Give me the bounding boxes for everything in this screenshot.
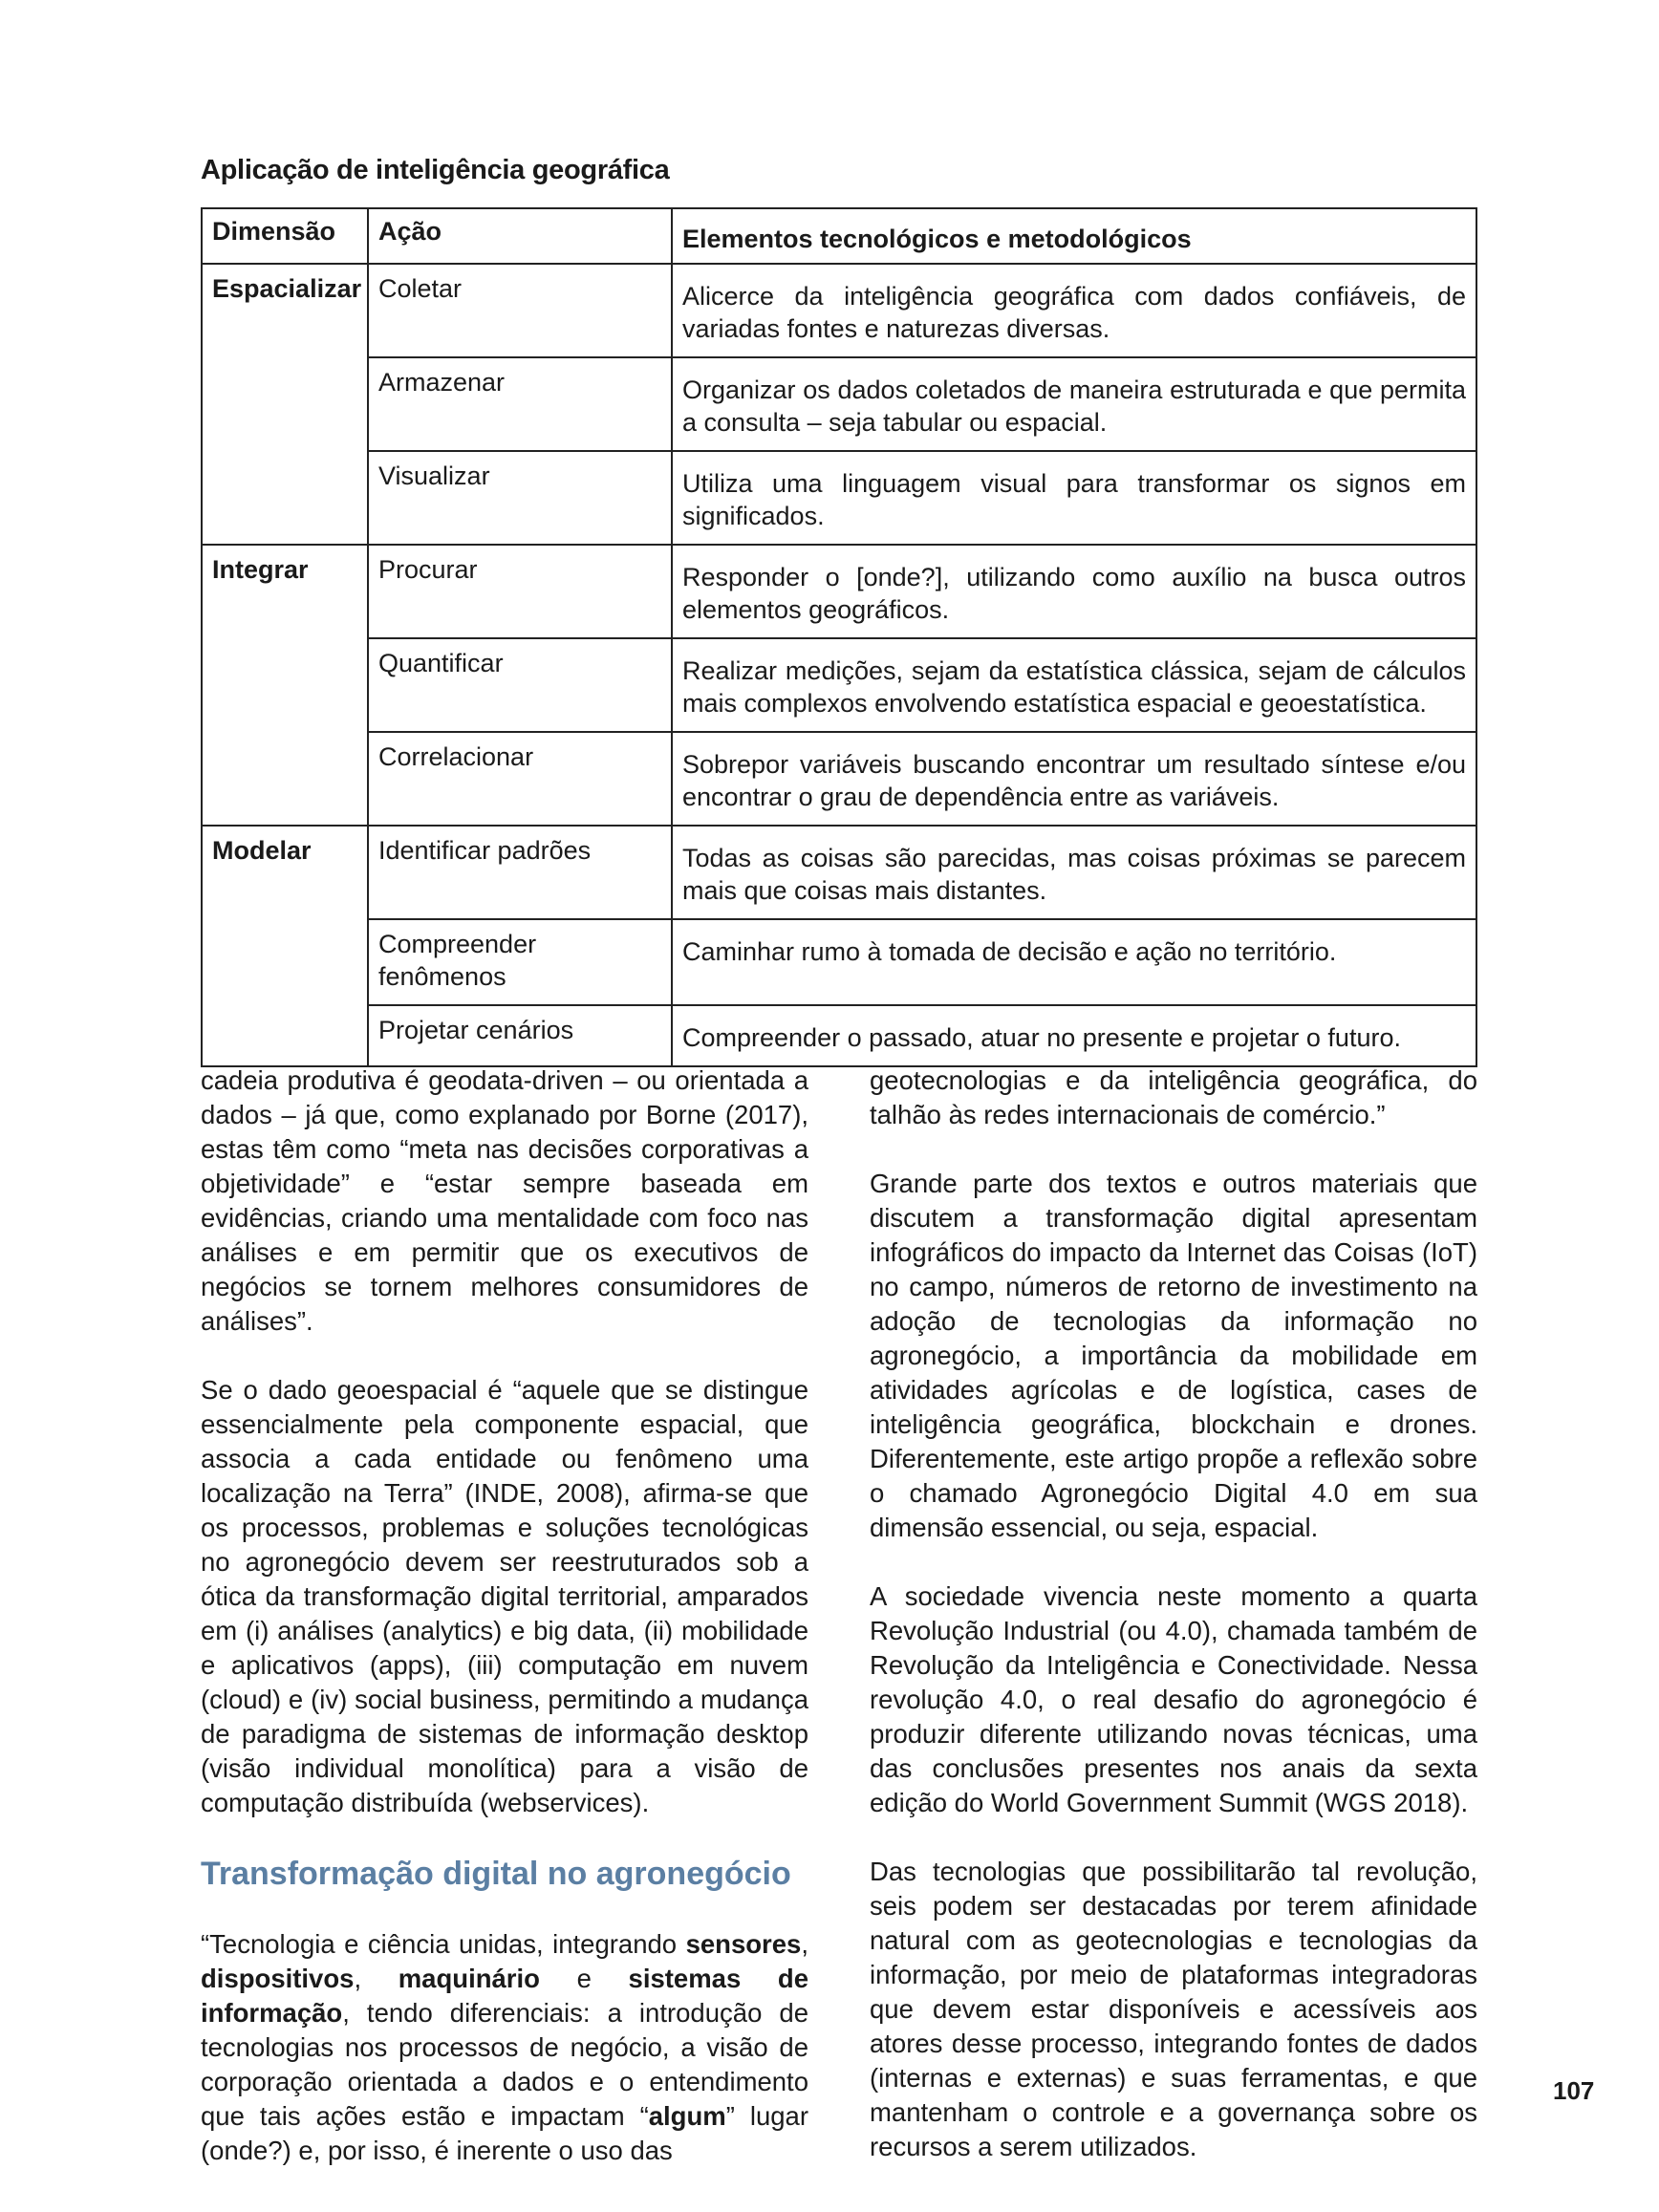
header-dimension: Dimensão bbox=[202, 208, 368, 264]
text-run: e bbox=[539, 1964, 629, 1993]
cell-dimension bbox=[202, 919, 368, 1005]
text-run: , bbox=[801, 1929, 808, 1959]
text-run: ” lugar (onde?) e, por isso, é inerente o uso das bbox=[201, 2101, 809, 2165]
text-run: , tendo diferenciais: a introdução de tecnologias nos processos de negócio, a visão de corporação orientada a dados e o entendimento que tais ações estão e impactam “ bbox=[201, 1998, 808, 2131]
bold-term: algum bbox=[648, 2101, 726, 2131]
bold-term: maquinário bbox=[398, 1964, 540, 1993]
body-paragraph: cadeia produtiva é geodata-driven – ou orientada a dados – já que, como explanado por Borne (2017), estas têm como “meta nas decisões corporativas a objetividade” e “estar sempre baseada em evidências, criando uma mentalidade com foco nas análises e em permitir que os executivos de negócios se tornem melhores consumidores de análises”. bbox=[201, 1065, 808, 1336]
cell-dimension bbox=[202, 1005, 368, 1066]
cell-dimension bbox=[202, 451, 368, 545]
text-run: “Tecnologia e ciência unidas, integrando bbox=[201, 1929, 686, 1959]
header-elements: Elementos tecnológicos e metodológicos bbox=[672, 208, 1476, 264]
bold-term: sensores bbox=[685, 1929, 802, 1959]
cell-element: Responder o [onde?], utilizando como auxílio na busca outros elementos geográficos. bbox=[672, 545, 1476, 638]
left-column bbox=[201, 1063, 808, 2202]
body-paragraph bbox=[201, 1927, 808, 2168]
cell-action: Quantificar bbox=[368, 638, 672, 732]
table-row bbox=[202, 451, 1476, 545]
cell-dimension: Espacializar bbox=[202, 264, 368, 357]
table-header-row bbox=[202, 208, 1476, 264]
cell-action: Compreender fenômenos bbox=[368, 919, 672, 1005]
cell-action: Identificar padrões bbox=[368, 826, 672, 919]
body-paragraph: Das tecnologias que possibilitarão tal revolução, seis podem ser destacadas por terem afinidade natural com as geotecnologias e tecnologias da informação, por meio de plataformas integradoras que devem estar disponíveis e acessíveis aos atores desse processo, integrando fontes de dados (internas e externas) e suas ferramentas, e que mantenham o controle e a governança sobre os recursos a serem utilizados. bbox=[870, 1857, 1477, 2161]
cell-dimension bbox=[202, 732, 368, 826]
cell-element: Compreender o passado, atuar no presente e projetar o futuro. bbox=[672, 1005, 1476, 1066]
text-run: , bbox=[354, 1964, 399, 1993]
cell-dimension: Modelar bbox=[202, 826, 368, 919]
table-row bbox=[202, 826, 1476, 919]
table-row bbox=[202, 638, 1476, 732]
cell-dimension: Integrar bbox=[202, 545, 368, 638]
body-paragraph: Grande parte dos textos e outros materiais que discutem a transformação digital apresentam infográficos do impacto da Internet das Coisas (IoT) no campo, números de retorno de investimento na adoção de tecnologias da informação no agronegócio, a importância da mobilidade em atividades agrícolas e de logística, cases de inteligência geográfica, blockchain e drones. Diferentemente, este artigo propõe a reflexão sobre o chamado Agronegócio Digital 4.0 em sua dimensão essencial, ou seja, espacial. bbox=[870, 1169, 1477, 1542]
table-title: Aplicação de inteligência geográfica bbox=[201, 155, 670, 185]
cell-action: Correlacionar bbox=[368, 732, 672, 826]
table-row bbox=[202, 732, 1476, 826]
cell-element: Alicerce da inteligência geográfica com dados confiáveis, de variadas fontes e naturezas diversas. bbox=[672, 264, 1476, 357]
table-row bbox=[202, 1005, 1476, 1066]
body-paragraph: geotecnologias e da inteligência geográfica, do talhão às redes internacionais de comércio.” bbox=[870, 1065, 1477, 1129]
geo-intelligence-table bbox=[201, 207, 1477, 1067]
cell-action: Visualizar bbox=[368, 451, 672, 545]
cell-element: Utiliza uma linguagem visual para transformar os signos em significados. bbox=[672, 451, 1476, 545]
cell-element: Todas as coisas são parecidas, mas coisas próximas se parecem mais que coisas mais distantes. bbox=[672, 826, 1476, 919]
cell-action: Coletar bbox=[368, 264, 672, 357]
cell-dimension bbox=[202, 357, 368, 451]
body-paragraph: Se o dado geoespacial é “aquele que se distingue essencialmente pela componente espacial, que associa a cada entidade ou fenômeno uma localização na Terra” (INDE, 2008), afirma-se que os processos, problemas e soluções tecnológicas no agronegócio devem ser reestruturados sob a ótica da transformação digital territorial, amparados em (i) análises (analytics) e big data, (ii) mobilidade e aplicativos (apps), (iii) computação em nuvem (cloud) e (iv) social business, permitindo a mudança de paradigma de sistemas de informação desktop (visão individual monolítica) para a visão de computação distribuída (webservices). bbox=[201, 1375, 808, 1817]
cell-action: Armazenar bbox=[368, 357, 672, 451]
body-paragraph: A sociedade vivencia neste momento a quarta Revolução Industrial (ou 4.0), chamada também de Revolução da Inteligência e Conectividade. Nessa revolução 4.0, o real desafio do agronegócio é produzir diferente utilizando novas técnicas, uma das conclusões presentes nos anais da sexta edição do World Government Summit (WGS 2018). bbox=[870, 1581, 1477, 1817]
cell-element: Sobrepor variáveis buscando encontrar um resultado síntese e/ou encontrar o grau de dependência entre as variáveis. bbox=[672, 732, 1476, 826]
table-row bbox=[202, 264, 1476, 357]
bold-term: sistemas de informação bbox=[201, 1964, 808, 2028]
table-row bbox=[202, 545, 1476, 638]
table-row bbox=[202, 919, 1476, 1005]
cell-element: Caminhar rumo à tomada de decisão e ação no território. bbox=[672, 919, 1476, 1005]
cell-action: Procurar bbox=[368, 545, 672, 638]
cell-action: Projetar cenários bbox=[368, 1005, 672, 1066]
table-row bbox=[202, 357, 1476, 451]
right-column bbox=[870, 1063, 1477, 2199]
bold-term: dispositivos bbox=[201, 1964, 355, 1993]
page-number: 107 bbox=[1553, 2076, 1595, 2105]
cell-dimension bbox=[202, 638, 368, 732]
cell-element: Realizar medições, sejam da estatística clássica, sejam de cálculos mais complexos envolvendo estatística espacial e geoestatística. bbox=[672, 638, 1476, 732]
cell-element: Organizar os dados coletados de maneira estruturada e que permita a consulta – seja tabular ou espacial. bbox=[672, 357, 1476, 451]
section-heading: Transformação digital no agronegócio bbox=[201, 1856, 791, 1892]
header-action: Ação bbox=[368, 208, 672, 264]
